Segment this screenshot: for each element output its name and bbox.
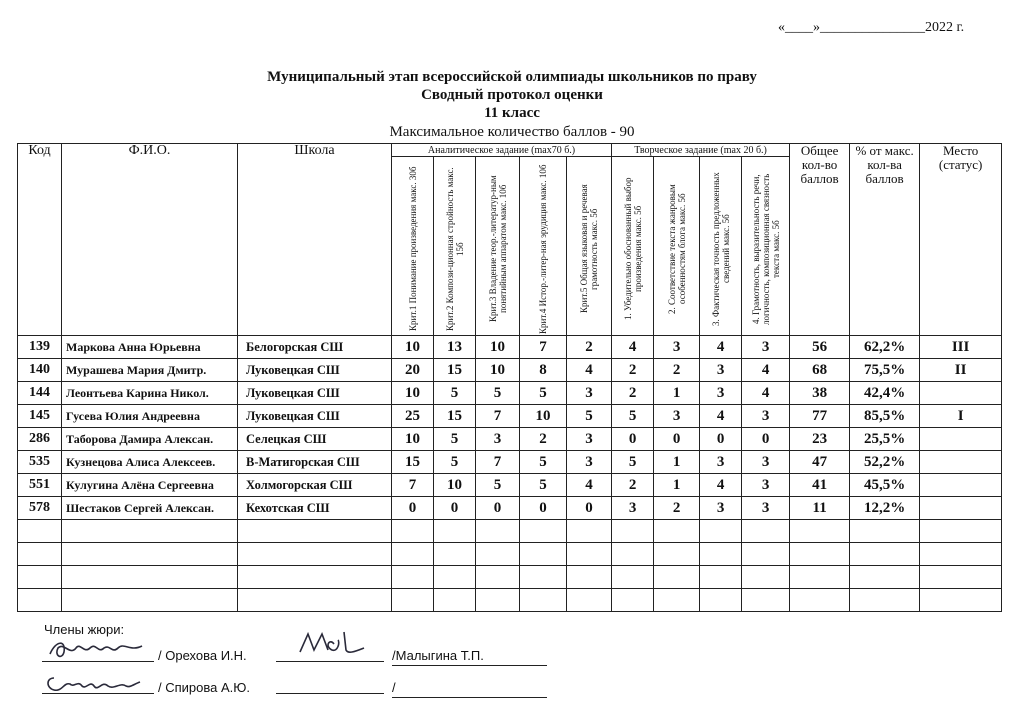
criterion-score: 4 (700, 336, 742, 359)
participant-name: Маркова Анна Юрьевна (62, 336, 238, 359)
participant-code: 140 (18, 359, 62, 382)
criterion-score: 3 (700, 497, 742, 520)
participant-school: Луковецкая СШ (238, 405, 392, 428)
percent-score: 45,5% (850, 474, 920, 497)
participant-name: Кулугина Алёна Сергеевна (62, 474, 238, 497)
participant-code: 578 (18, 497, 62, 520)
criterion-score: 0 (520, 497, 567, 520)
participant-code: 145 (18, 405, 62, 428)
criterion-score: 3 (700, 451, 742, 474)
participant-school: Луковецкая СШ (238, 382, 392, 405)
place-status (920, 382, 1002, 405)
criterion-score: 8 (520, 359, 567, 382)
empty-cell (700, 543, 742, 566)
criterion-score: 4 (700, 405, 742, 428)
max-score-line: Максимальное количество баллов - 90 (389, 124, 635, 140)
place-status (920, 497, 1002, 520)
criterion-score: 7 (476, 451, 520, 474)
jury-member-name: / Орехова И.Н. (158, 648, 247, 663)
empty-row (18, 589, 1002, 612)
empty-cell (476, 520, 520, 543)
empty-cell (850, 566, 920, 589)
empty-cell (18, 520, 62, 543)
place-status: II (920, 359, 1002, 382)
percent-score: 85,5% (850, 405, 920, 428)
criterion-score: 10 (520, 405, 567, 428)
participant-code: 139 (18, 336, 62, 359)
empty-cell (434, 543, 476, 566)
empty-cell (790, 566, 850, 589)
empty-cell (62, 589, 238, 612)
criterion-score: 4 (742, 359, 790, 382)
table-row (18, 382, 1002, 405)
empty-cell (567, 566, 612, 589)
participant-code: 286 (18, 428, 62, 451)
criterion-score: 20 (392, 359, 434, 382)
title-grade: 11 класс (484, 105, 540, 121)
signature-image (44, 670, 144, 696)
header-criterion-8 (700, 157, 742, 336)
title-olympiad: Муниципальный этап всероссийской олимпиады школьников по праву (267, 69, 757, 85)
criterion-label: 3. Фактическая точность предложенных сведений макс. 5б (710, 172, 731, 326)
date-line: «____»_______________2022 г. (778, 20, 965, 35)
criterion-score: 3 (654, 405, 700, 428)
empty-cell (850, 589, 920, 612)
criterion-score: 3 (742, 336, 790, 359)
criterion-score: 15 (434, 405, 476, 428)
criterion-score: 2 (654, 497, 700, 520)
total-score: 23 (790, 428, 850, 451)
header-criterion-2 (434, 157, 476, 336)
criterion-score: 0 (567, 497, 612, 520)
empty-cell (612, 589, 654, 612)
percent-score: 75,5% (850, 359, 920, 382)
criterion-score: 10 (392, 336, 434, 359)
participant-name: Таборова Дамира Алексан. (62, 428, 238, 451)
criterion-score: 4 (612, 336, 654, 359)
header-analytic-task: Аналитическое задание (max70 б.) (392, 144, 612, 157)
criterion-score: 5 (476, 474, 520, 497)
empty-cell (700, 520, 742, 543)
header-criterion-3 (476, 157, 520, 336)
empty-cell (476, 566, 520, 589)
empty-row (18, 543, 1002, 566)
empty-cell (392, 543, 434, 566)
header-percent: % от макс. кол-ва баллов (850, 144, 920, 336)
criterion-score: 3 (700, 382, 742, 405)
results-table (17, 143, 1002, 612)
total-score: 47 (790, 451, 850, 474)
participant-school: Селецкая СШ (238, 428, 392, 451)
criterion-score: 3 (567, 451, 612, 474)
empty-cell (654, 543, 700, 566)
criterion-score: 5 (434, 451, 476, 474)
header-school: Школа (238, 144, 392, 336)
participant-school: Белогорская СШ (238, 336, 392, 359)
criterion-score: 4 (700, 474, 742, 497)
criterion-score: 10 (392, 428, 434, 451)
empty-cell (612, 543, 654, 566)
empty-cell (62, 566, 238, 589)
total-score: 56 (790, 336, 850, 359)
total-score: 41 (790, 474, 850, 497)
criterion-score: 4 (742, 382, 790, 405)
empty-cell (654, 589, 700, 612)
jury-member-name: / (392, 680, 547, 698)
criterion-score: 5 (434, 428, 476, 451)
empty-cell (790, 520, 850, 543)
criterion-label: Крит.5 Общая языковая и речевая грамотность макс. 5б (579, 184, 600, 314)
empty-cell (238, 543, 392, 566)
criterion-score: 15 (392, 451, 434, 474)
criterion-score: 0 (612, 428, 654, 451)
criterion-score: 3 (476, 428, 520, 451)
empty-cell (790, 543, 850, 566)
header-name: Ф.И.О. (62, 144, 238, 336)
criterion-score: 2 (612, 359, 654, 382)
empty-cell (62, 520, 238, 543)
empty-cell (612, 566, 654, 589)
header-code: Код (18, 144, 62, 336)
table-row (18, 497, 1002, 520)
header-place: Место (статус) (920, 144, 1002, 336)
header-criterion-5 (567, 157, 612, 336)
criterion-score: 3 (700, 359, 742, 382)
table-row (18, 474, 1002, 497)
criterion-score: 3 (742, 474, 790, 497)
signature-image (294, 628, 374, 658)
criterion-score: 4 (567, 359, 612, 382)
total-score: 77 (790, 405, 850, 428)
empty-cell (238, 589, 392, 612)
empty-cell (520, 589, 567, 612)
criterion-score: 3 (742, 497, 790, 520)
percent-score: 42,4% (850, 382, 920, 405)
jury-label: Члены жюри: (44, 622, 125, 637)
table-row (18, 451, 1002, 474)
empty-cell (850, 520, 920, 543)
place-status (920, 451, 1002, 474)
criterion-label: Крит.2 Компози-ционная стройность макс. 15б (444, 167, 465, 331)
criterion-label: 2. Соответствие текста жанровым особенностям блога макс. 5б (666, 184, 687, 314)
total-score: 68 (790, 359, 850, 382)
participant-code: 144 (18, 382, 62, 405)
place-status (920, 428, 1002, 451)
empty-cell (742, 589, 790, 612)
empty-cell (567, 520, 612, 543)
criterion-score: 10 (392, 382, 434, 405)
criterion-score: 1 (654, 451, 700, 474)
criterion-score: 3 (742, 405, 790, 428)
total-score: 11 (790, 497, 850, 520)
criterion-score: 1 (654, 382, 700, 405)
empty-cell (654, 566, 700, 589)
header-total: Общее кол-во баллов (790, 144, 850, 336)
participant-school: В-Матигорская СШ (238, 451, 392, 474)
criterion-score: 3 (567, 428, 612, 451)
criterion-score: 25 (392, 405, 434, 428)
empty-cell (790, 589, 850, 612)
place-status: III (920, 336, 1002, 359)
criterion-score: 10 (476, 359, 520, 382)
header-creative-task: Творческое задание (max 20 б.) (612, 144, 790, 157)
criterion-score: 3 (654, 336, 700, 359)
empty-cell (920, 566, 1002, 589)
participant-school: Холмогорская СШ (238, 474, 392, 497)
empty-cell (850, 543, 920, 566)
criterion-score: 5 (520, 382, 567, 405)
empty-cell (18, 543, 62, 566)
criterion-score: 7 (476, 405, 520, 428)
criterion-score: 0 (392, 497, 434, 520)
title-protocol: Сводный протокол оценки (421, 87, 603, 103)
empty-cell (742, 520, 790, 543)
total-score: 38 (790, 382, 850, 405)
criterion-label: Крит.4 Истор.-литер-ная эрудиция макс. 10б (538, 164, 548, 334)
criterion-score: 2 (612, 474, 654, 497)
criterion-score: 2 (520, 428, 567, 451)
criterion-score: 2 (654, 359, 700, 382)
empty-cell (920, 543, 1002, 566)
percent-score: 62,2% (850, 336, 920, 359)
empty-cell (434, 589, 476, 612)
empty-cell (700, 589, 742, 612)
criterion-score: 0 (654, 428, 700, 451)
criterion-score: 5 (476, 382, 520, 405)
criterion-score: 4 (567, 474, 612, 497)
empty-cell (62, 543, 238, 566)
criterion-score: 0 (742, 428, 790, 451)
empty-cell (742, 566, 790, 589)
participant-school: Кехотская СШ (238, 497, 392, 520)
criterion-score: 5 (612, 451, 654, 474)
empty-cell (18, 589, 62, 612)
signature-line (276, 675, 384, 694)
criterion-score: 3 (567, 382, 612, 405)
header-criterion-9 (742, 157, 790, 336)
criterion-score: 5 (612, 405, 654, 428)
empty-cell (238, 520, 392, 543)
participant-name: Шестаков Сергей Алексан. (62, 497, 238, 520)
percent-score: 12,2% (850, 497, 920, 520)
criterion-score: 5 (520, 474, 567, 497)
participant-school: Луковецкая СШ (238, 359, 392, 382)
percent-score: 52,2% (850, 451, 920, 474)
criterion-score: 2 (567, 336, 612, 359)
header-criterion-6 (612, 157, 654, 336)
table-row (18, 336, 1002, 359)
empty-cell (476, 589, 520, 612)
criterion-score: 0 (476, 497, 520, 520)
criterion-score: 5 (434, 382, 476, 405)
criterion-score: 15 (434, 359, 476, 382)
jury-member-name: / Спирова А.Ю. (158, 680, 251, 695)
empty-cell (520, 543, 567, 566)
place-status (920, 474, 1002, 497)
header-criterion-4 (520, 157, 567, 336)
criterion-score: 1 (654, 474, 700, 497)
empty-cell (392, 520, 434, 543)
empty-cell (392, 589, 434, 612)
criterion-score: 10 (476, 336, 520, 359)
criterion-score: 10 (434, 474, 476, 497)
criterion-score: 3 (612, 497, 654, 520)
empty-cell (520, 566, 567, 589)
empty-cell (238, 566, 392, 589)
empty-cell (18, 566, 62, 589)
criterion-label: Крит.1 Понимание произведения макс. 30б (407, 166, 418, 332)
criterion-score: 13 (434, 336, 476, 359)
header-criterion-1 (392, 157, 434, 336)
empty-cell (392, 566, 434, 589)
criterion-score: 7 (520, 336, 567, 359)
empty-cell (742, 543, 790, 566)
criterion-label: 4. Грамотность, выразительность речи, логичность, композиционная связность текста макс. 5б (750, 173, 781, 325)
participant-code: 551 (18, 474, 62, 497)
place-status: I (920, 405, 1002, 428)
empty-cell (920, 589, 1002, 612)
criterion-score: 5 (567, 405, 612, 428)
empty-cell (476, 543, 520, 566)
criterion-label: Крит.3 Владение теор.-литератур-ным понятийным аппаратом макс. 10б (487, 175, 508, 323)
participant-name: Кузнецова Алиса Алексеев. (62, 451, 238, 474)
table-row (18, 405, 1002, 428)
criterion-label: 1. Убедительно обоснованный выбор произведения макс. 5б (622, 177, 643, 321)
criterion-score: 0 (700, 428, 742, 451)
signature-image (46, 636, 146, 662)
empty-row (18, 520, 1002, 543)
document-header (0, 68, 1024, 141)
empty-cell (567, 589, 612, 612)
criterion-score: 2 (612, 382, 654, 405)
participant-name: Мурашева Мария Дмитр. (62, 359, 238, 382)
criterion-score: 7 (392, 474, 434, 497)
criterion-score: 3 (742, 451, 790, 474)
header-criterion-7 (654, 157, 700, 336)
criterion-score: 0 (434, 497, 476, 520)
jury-member-name: /Малыгина Т.П. (392, 648, 547, 666)
participant-name: Гусева Юлия Андреевна (62, 405, 238, 428)
empty-cell (520, 520, 567, 543)
participant-code: 535 (18, 451, 62, 474)
criterion-score: 5 (520, 451, 567, 474)
table-row (18, 359, 1002, 382)
empty-cell (920, 520, 1002, 543)
participant-name: Леонтьева Карина Никол. (62, 382, 238, 405)
empty-cell (654, 520, 700, 543)
empty-cell (700, 566, 742, 589)
empty-cell (567, 543, 612, 566)
empty-row (18, 566, 1002, 589)
empty-cell (612, 520, 654, 543)
empty-cell (434, 566, 476, 589)
percent-score: 25,5% (850, 428, 920, 451)
table-row (18, 428, 1002, 451)
empty-cell (434, 520, 476, 543)
